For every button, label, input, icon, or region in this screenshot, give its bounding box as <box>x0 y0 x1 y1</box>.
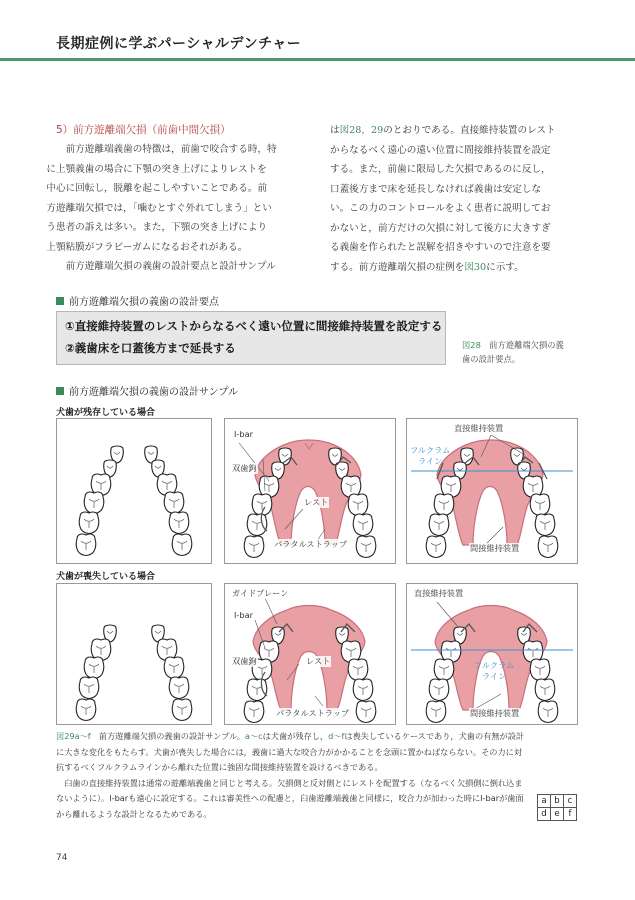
caption-line: 抗するべくフルクラムラインから離れた位置に強固な間接維持装置を設けるべきである。 <box>56 762 383 772</box>
text: は喪失しているケースであり，犬歯の有無が設計 <box>344 731 525 741</box>
figure-28-caption <box>462 338 582 366</box>
panel-c <box>406 418 578 564</box>
body-right-column <box>330 121 580 277</box>
panel-e <box>224 583 396 725</box>
line: 前方遊離端義歯の特徴は，前歯で咬合する時，特 <box>65 144 277 155</box>
line: に上顎義歯の場合に下顎の突き上げによりレストを <box>46 163 267 175</box>
line: 中心に回転し，脱離を起こしやすいことである。前 <box>46 183 268 194</box>
text: のとおりである。直接維持装置のレスト <box>383 125 556 136</box>
key-points-title <box>56 293 219 308</box>
panel-d <box>56 583 212 725</box>
key-points-box <box>56 311 446 365</box>
text: ライン <box>482 671 507 681</box>
arch-illustration <box>57 584 211 724</box>
page-number: 74 <box>56 853 68 863</box>
label-direct-retainer: 直接維持装置 <box>414 588 464 598</box>
figure-label: 図29a〜f <box>56 731 91 741</box>
line: かないと，前方だけの欠損に対して後方に大きすぎ <box>330 222 551 234</box>
line: からなるべく遠心の遠い位置に間接維持装置を設定 <box>330 144 551 156</box>
panel-f <box>406 583 578 725</box>
panel-key-cell: c <box>564 795 577 808</box>
text: フルクラム <box>474 660 515 670</box>
figure-29-caption <box>56 729 576 822</box>
label-rest: レスト <box>304 497 329 507</box>
panel-key-cell: a <box>538 795 551 808</box>
panel-key-cell: e <box>551 808 564 821</box>
line: 方遊離端欠損では，「噛むとすぐ外れてしまう」とい <box>46 202 272 214</box>
label-palatal-strap: パラタルストラップ <box>274 539 348 549</box>
text: する。前方遊離端欠損の症例を <box>330 261 465 273</box>
label-twin-clasp: 双歯鉤 <box>232 656 257 666</box>
denture-illustration <box>225 584 395 724</box>
label-indirect-retainer: 間接維持装置 <box>470 708 520 718</box>
left-paragraph-2 <box>56 257 306 277</box>
label-fulcrum-line <box>409 445 451 467</box>
body-left-column <box>46 121 306 277</box>
running-title: 長期症例に学ぶパーシャルデンチャー <box>56 36 302 52</box>
caption-line: に大きな変化をもたらす。犬歯が喪失した場合には，義歯に過大な咬合力がかかることを念頭に置かねばならない。その力に対 <box>56 746 523 757</box>
text: ライン <box>418 456 443 466</box>
section-heading: 5）前方遊離端欠損（前歯中間欠損） <box>56 124 231 136</box>
caption-line <box>56 729 576 745</box>
text: 前方遊離端欠損の義 <box>489 340 564 350</box>
panel-key-cell: b <box>551 795 564 808</box>
text: に示す。 <box>486 261 524 273</box>
header-rule <box>0 58 635 61</box>
text: は <box>330 125 340 136</box>
line: 口蓋後方まで床を延長しなければ義歯は安定しな <box>330 183 542 195</box>
text: 前方遊離端欠損の義歯の設計サンプル <box>69 387 239 398</box>
label-rest: レスト <box>306 656 331 666</box>
line: 上顎粘膜がフラビーガムになるおそれがある。 <box>46 241 248 253</box>
label-fulcrum-line <box>473 660 515 682</box>
panel-key-cell: d <box>538 808 551 821</box>
figure-ref-30[interactable]: 図30 <box>464 261 487 273</box>
line: る義歯を作られたと誤解を招きやすいので注意を要 <box>330 242 551 253</box>
text: フルクラム <box>410 445 451 455</box>
label-i-bar: I-bar <box>234 610 253 620</box>
line <box>330 121 580 141</box>
text: 歯の設計要点。 <box>462 354 521 364</box>
caption-line: 臼歯の直接維持装置は通常の遊離端義歯と同じと考える。欠損側と反対側とにレストを配置する（なるべく欠損側に倒れ込ま <box>64 777 523 788</box>
label-palatal-strap: パラタルストラップ <box>276 708 350 718</box>
panel-a <box>56 418 212 564</box>
square-bullet-icon <box>56 297 64 305</box>
denture-illustration <box>407 419 577 563</box>
line: 前方遊離端欠損の義歯の設計要点と設計サンプル <box>65 261 276 272</box>
label-indirect-retainer: 間接維持装置 <box>470 543 520 553</box>
text: 前方遊離端欠損の義歯の設計要点 <box>69 297 219 308</box>
caption-line: ないように）。I-barも遠心に設定する。これは審美性への配慮と，臼歯遊離端義歯と同様に，咬合力が加わった時にI-barが歯面 <box>56 793 524 803</box>
key-point-1: ①直接維持装置のレストからなるべく遠い位置に間接維持装置を設定する <box>65 319 443 333</box>
panel-b <box>224 418 396 564</box>
label-direct-retainer: 直接維持装置 <box>454 423 504 433</box>
left-paragraph-1 <box>46 140 306 257</box>
key-point-2: ②義歯床を口蓋後方まで延長する <box>65 341 236 355</box>
row1-label: 犬歯が残存している場合 <box>56 408 156 418</box>
arch-illustration <box>57 419 211 563</box>
panel-ref: a〜c <box>244 731 263 741</box>
row2-label: 犬歯が喪失している場合 <box>56 572 156 582</box>
panel-layout-key <box>537 794 577 821</box>
line: い。この力のコントロールをよく患者に説明してお <box>330 203 551 214</box>
label-i-bar: I-bar <box>234 429 253 439</box>
line: う患者の訴えは多い。また，下顎の突き上げにより <box>46 222 268 233</box>
text: 前方遊離端欠損の義歯の設計サンプル。 <box>98 731 245 741</box>
square-bullet-icon <box>56 387 64 395</box>
panel-ref: d〜f <box>328 731 345 741</box>
text: は犬歯が残存し， <box>262 731 329 741</box>
label-twin-clasp: 双歯鉤 <box>232 463 257 473</box>
samples-title <box>56 383 238 398</box>
panel-key-cell: f <box>564 808 577 821</box>
label-guide-plane: ガイドプレーン <box>232 588 289 598</box>
figure-ref-28-29[interactable]: 図28，29 <box>339 125 384 136</box>
line: する。また，前歯に限局した欠損であるのに反し， <box>330 164 551 175</box>
denture-illustration <box>407 584 577 724</box>
line <box>330 258 580 278</box>
figure-label: 図28 <box>462 340 481 350</box>
caption-line: から離れるような設計となるためである。 <box>56 808 212 819</box>
